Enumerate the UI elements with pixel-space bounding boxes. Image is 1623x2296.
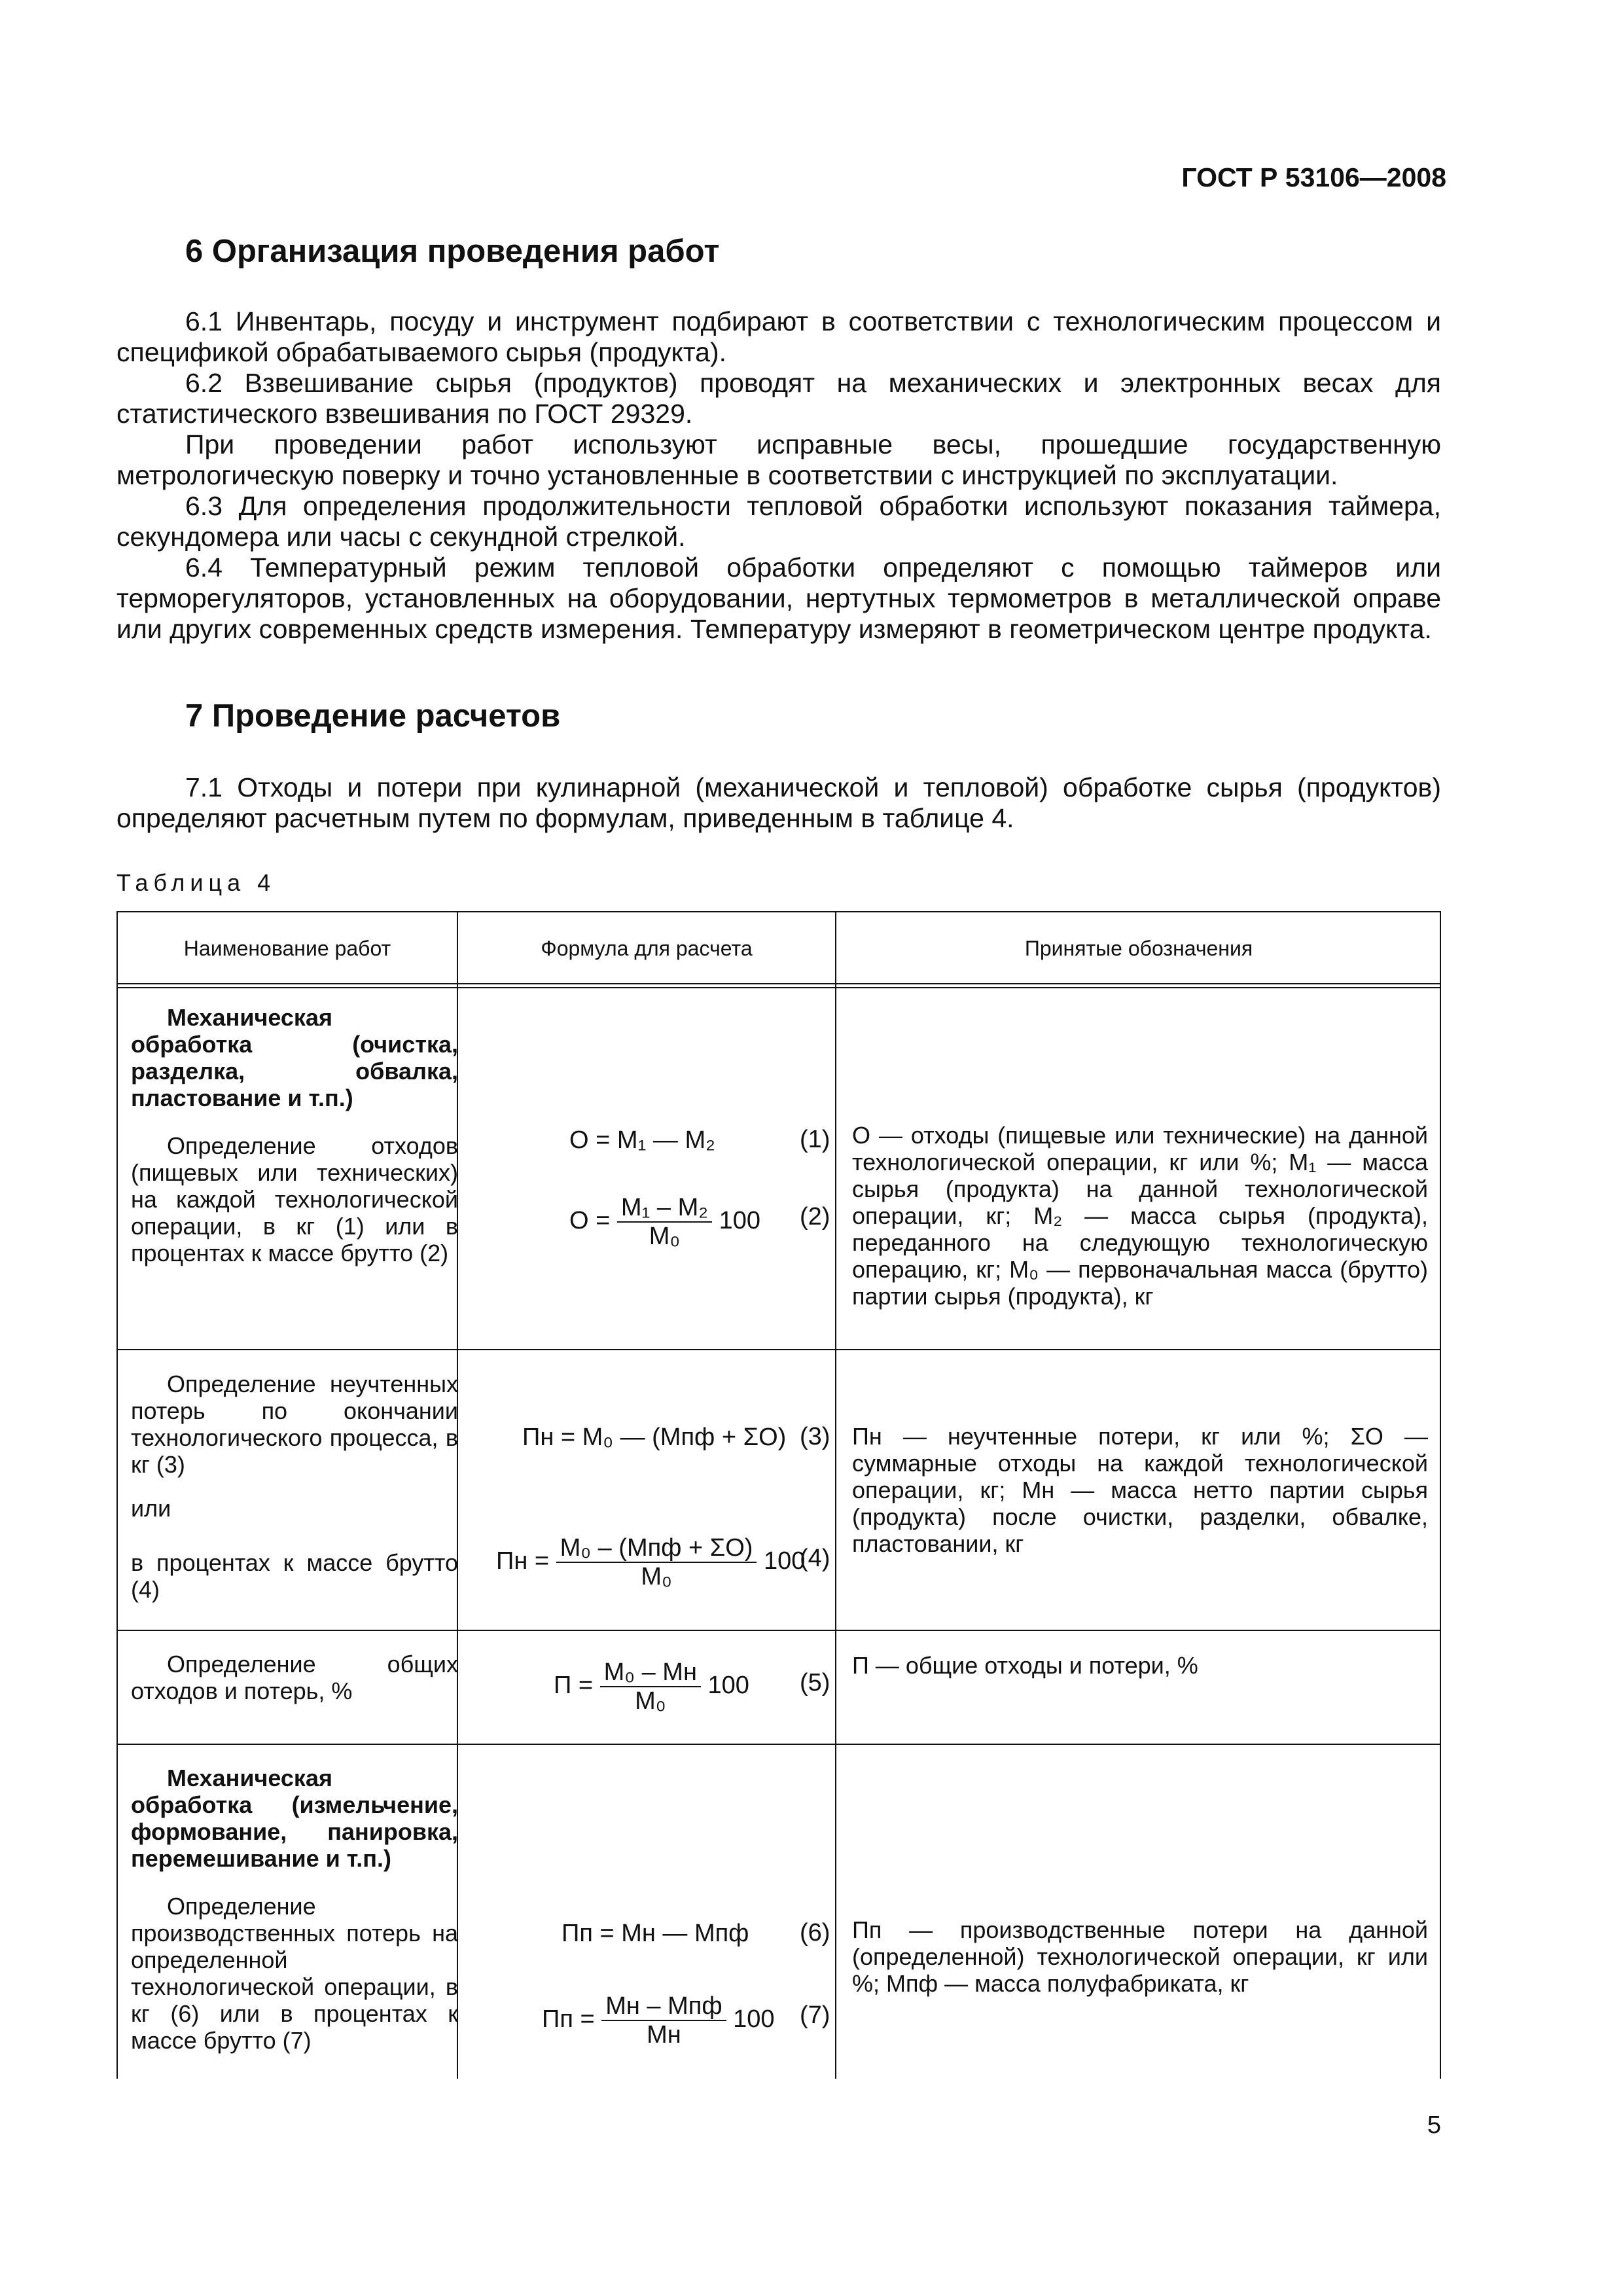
row4-designations: Пп — производственные потери на данной (определенной) технологической операции, кг или %; Мпф — масса полуфабриката, кг xyxy=(852,1916,1428,1997)
section-7-title: 7 Проведение расчетов xyxy=(185,698,561,734)
formula-5-denominator: М₀ xyxy=(635,1687,666,1715)
paragraph-6-3: 6.3 Для определения продолжительности тепловой обработки используют показания таймера, секундомера или часы с секундной стрелкой. xyxy=(116,491,1441,552)
formula-2-fraction xyxy=(617,1194,712,1250)
row1-work: Определение отходов (пищевых или технических) на каждой технологической операции, в кг (1) или в процентах к массе брутто (2) xyxy=(131,1132,458,1266)
equation-number-3: (3) xyxy=(800,1423,830,1450)
equation-number-2: (2) xyxy=(800,1203,830,1230)
formula-2-denominator: М₀ xyxy=(649,1223,681,1250)
equation-number-6: (6) xyxy=(800,1919,830,1946)
row2-or: или xyxy=(131,1495,171,1522)
formula-7-lhs: Пп = xyxy=(542,2005,595,2034)
paragraph-6-2: 6.2 Взвешивание сырья (продуктов) проводят на механических и электронных весах для статистического взвешивания по ГОСТ 29329. xyxy=(116,368,1441,429)
formula-4-numerator: М₀ – (Мпф + ΣО) xyxy=(556,1534,757,1563)
formula-2 xyxy=(569,1194,760,1250)
formula-4-factor: 100 xyxy=(764,1547,806,1575)
row2-work: Определение неучтенных потерь по окончании технологического процесса, в кг (3) xyxy=(131,1371,458,1478)
row3-work-cell xyxy=(131,1651,458,1704)
row3-designations: П — общие отходы и потери, % xyxy=(852,1652,1198,1679)
table-caption: Таблица 4 xyxy=(116,869,276,896)
equation-number-4: (4) xyxy=(800,1545,830,1572)
column-divider xyxy=(835,912,836,2079)
formula-7-factor: 100 xyxy=(733,2005,775,2034)
paragraph-6-1: 6.1 Инвентарь, посуду и инструмент подбирают в соответствии с технологическим процессом и спецификой обрабатываемого сырья (продукта). xyxy=(116,306,1441,367)
row1-work-cell xyxy=(131,1004,458,1266)
formula-1: О = М₁ — М₂ xyxy=(569,1126,715,1154)
column-header-work: Наименование работ xyxy=(183,936,391,960)
row1-heading: Механическая обработка (очистка, разделка, обвалка, пластование и т.п.) xyxy=(131,1004,458,1111)
section-7-text xyxy=(116,772,1441,834)
row2-work-cell xyxy=(131,1371,458,1603)
formula-7 xyxy=(542,1992,775,2049)
formula-2-lhs: О = xyxy=(569,1207,611,1235)
row2-designations: Пн — неучтенные потери, кг или %; ΣО — суммарные отходы на каждой технологической операции, кг; Мн — масса нетто партии сырья (продукта) после очистки, разделки, обвалке, пластовании, кг xyxy=(852,1423,1428,1557)
row4-work: Определение производственных потерь на определенной технологической операции, в кг (6) или в процентах к массе брутто (7) xyxy=(131,1893,458,2054)
formula-7-numerator: Мн – Мпф xyxy=(601,1992,726,2021)
formula-2-factor: 100 xyxy=(719,1207,760,1235)
formula-4-lhs: Пн = xyxy=(496,1547,550,1575)
formula-5-fraction xyxy=(600,1659,701,1715)
document-header: ГОСТ Р 53106—2008 xyxy=(1181,162,1446,192)
formula-4 xyxy=(496,1534,805,1590)
formula-4-fraction xyxy=(556,1534,757,1590)
formula-5-lhs: П = xyxy=(554,1672,594,1700)
row4-heading: Механическая обработка (измельчение, формование, панировка, перемешивание и т.п.) xyxy=(131,1765,458,1872)
formula-2-numerator: М₁ – М₂ xyxy=(617,1194,712,1223)
row4-work-cell xyxy=(131,1765,458,2054)
formula-4-denominator: М₀ xyxy=(641,1563,672,1590)
equation-number-7: (7) xyxy=(800,2001,830,2029)
formula-5 xyxy=(554,1659,749,1715)
section-6-text xyxy=(116,306,1441,645)
paragraph-6-4: 6.4 Температурный режим тепловой обработки определяют с помощью таймеров или терморегуляторов, установленных на оборудовании, нертутных термометров в металлической оправе или других современных средств измерения. Температуру измеряют в геометрическом центре продукта. xyxy=(116,552,1441,644)
formula-5-numerator: М₀ – Мн xyxy=(600,1659,701,1687)
formula-7-denominator: Мн xyxy=(647,2021,681,2049)
row-divider xyxy=(118,1630,1440,1631)
column-header-formula: Формула для расчета xyxy=(541,936,753,960)
equation-number-1: (1) xyxy=(800,1126,830,1153)
row1-designations: О — отходы (пищевые или технические) на данной технологической операции, кг или %; М₁ — масса сырья (продукта) на данной технологической операции, кг; М₂ — масса сырья (продукта), переданного на следующую технологическую операцию, кг; М₀ — первоначальная масса (брутто) партии сырья (продукта), кг xyxy=(852,1122,1428,1310)
row2-work-percent: в процентах к массе брутто (4) xyxy=(131,1549,458,1603)
column-header-designations: Принятые обозначения xyxy=(1024,936,1253,960)
table-4 xyxy=(116,911,1441,2079)
section-6-title: 6 Организация проведения работ xyxy=(185,234,720,269)
equation-number-5: (5) xyxy=(800,1669,830,1696)
page-number: 5 xyxy=(1427,2111,1441,2139)
row3-work: Определение общих отходов и потерь, % xyxy=(131,1651,458,1704)
formula-3: Пн = М₀ — (Мпф + ΣО) xyxy=(522,1424,787,1451)
formula-5-factor: 100 xyxy=(707,1672,749,1700)
paragraph-7-1: 7.1 Отходы и потери при кулинарной (механической и тепловой) обработке сырья (продуктов) определяют расчетным путем по формулам, приведенным в таблице 4. xyxy=(116,772,1441,833)
paragraph-6-2-cont: При проведении работ используют исправные весы, прошедшие государственную метрологическую поверку и точно установленные в соответствии с инструкцией по эксплуатации. xyxy=(116,429,1441,490)
row-divider xyxy=(118,1349,1440,1350)
formula-6: Пп = Мн — Мпф xyxy=(562,1920,749,1947)
formula-7-fraction xyxy=(601,1992,726,2049)
row-divider xyxy=(118,1744,1440,1745)
